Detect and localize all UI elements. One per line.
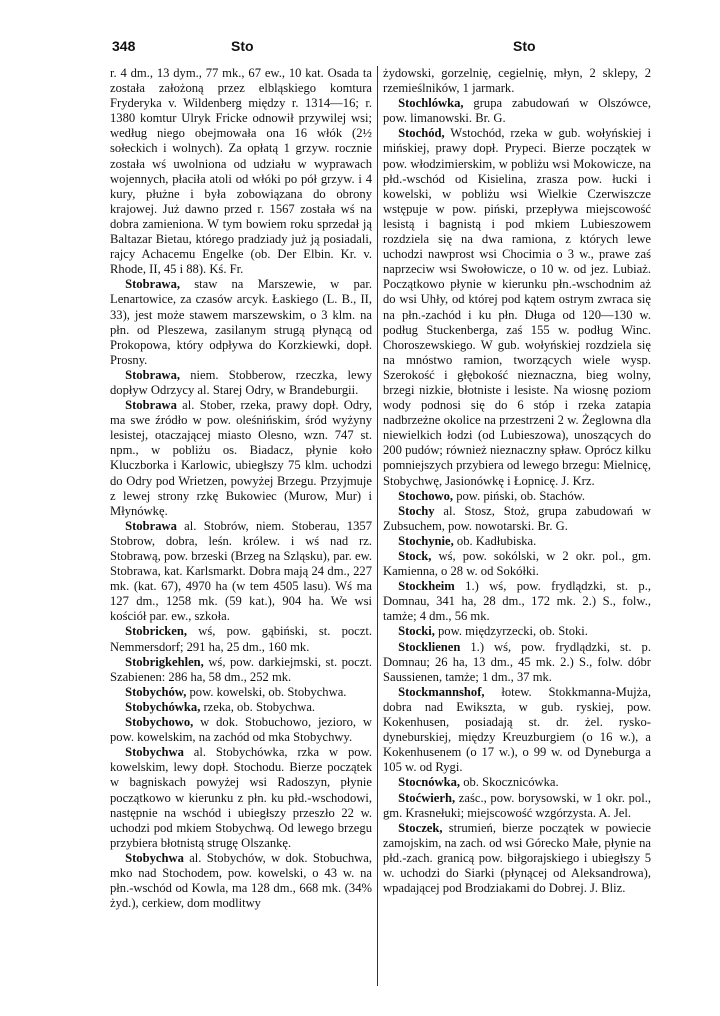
entry-text: rzeka, ob. Stobychwa.	[200, 699, 316, 714]
entry-headword: Stobrigkehlen,	[125, 654, 204, 669]
entry-text: wś, pow. gąbiński, st. poczt. Nemmersdorf; 291 ha, 25 dm., 160 mk.	[110, 624, 372, 654]
entry-headword: Stochlówka,	[398, 96, 464, 111]
running-head-right: Sto	[513, 38, 536, 54]
dictionary-entry	[383, 504, 651, 534]
entry-headword: Stockmannshof,	[398, 684, 485, 699]
right-column	[383, 66, 651, 896]
dictionary-entry	[383, 549, 651, 579]
entry-text: żydowski, gorzelnię, cegielnię, młyn, 2 sklepy, 2 rzemieślników, 1 jarmark.	[383, 66, 651, 96]
dictionary-entry	[383, 579, 651, 624]
dictionary-entry	[383, 489, 651, 504]
left-column	[110, 66, 372, 911]
entry-text: 1.) wś, pow. frydlądzki, st. p., Domnau, 341 ha, 28 dm., 172 mk. 2.) S., folw., tamże; 4 dm., 56 mk.	[383, 579, 651, 624]
entry-text: r. 4 dm., 13 dym., 77 mk., 67 ew., 10 kat. Osada ta została założoną przez elbląskiego komtura Fryderyka v. Wildenberg między r. 1314—16; r. 1380 komtur Ulryk Fricke odnowił przywilej wsi; według niego obejmowała ona 16 włók (2½ sołeckich i wolnych). Za opłatą 1 grzyw. rocznie została wś uwolniona od udziału w wyprawach wojennych, płaciła atoli od włóki po pół grzyw. i 4 kury, płużne i była zobowiązana do obrony krajowej. Już dawno przed r. 1567 została wś na dobra zamieniona. W tym bowiem roku sprzedał ją Baltazar Bietau, którego pradziady już ją posiadali, rajcy Achacemu Engelke (ob. Der Elbin. Kr. v. Rhode, II, 45 i 88). Kś. Fr.	[110, 66, 372, 277]
dictionary-entry	[110, 655, 372, 685]
dictionary-entry	[110, 715, 372, 745]
entry-text: zaśc., pow. borysowski, w 1 okr. pol., gm. Krasnełuki; miejscowość wzgórzysta. A. Jel.	[383, 790, 651, 820]
dictionary-entry	[110, 368, 372, 398]
entry-headword: Stobychwa	[125, 850, 184, 865]
entry-text: łotew. Stokkmanna-Mujża, dobra nad Ewikszta, w gub. ryskiej, pow. Kokenhusen, posiadają st. dr. żel. rysko-dyneburskiej, między Kreuzburgiem (o 16 w.), a Kokenhusenem (o 17 w.), o 99 w. od Dyneburga a 105 w. od Rygi.	[383, 684, 651, 775]
dictionary-entry	[383, 685, 651, 776]
column-divider	[377, 66, 378, 986]
entry-text: ob. Kadłubiska.	[453, 533, 537, 548]
entry-headword: Stochy	[398, 503, 435, 518]
entry-text: niem. Stobberow, rzeczka, lewy dopływ Odrzycy al. Starej Odry, w Brandeburgii.	[110, 367, 372, 397]
entry-headword: Stoczek,	[398, 820, 443, 835]
dictionary-entry	[383, 791, 651, 821]
dictionary-entry	[110, 277, 372, 368]
entry-text: al. Stobrów, niem. Stoberau, 1357 Stobrow, dobra, leśn. królew. i wś nad rz. Stobrawą, pow. brzeski (Brzeg na Szląsku), par. ew. Stobrawa, kat. Karlsmarkt. Dobra mają 24 dm., 227 mk. (kat. 67), 4970 ha (w tem 4505 lasu). Wś ma 127 dm., 1258 mk. (59 kat.), 904 ha. We wsi kościół par. ew., szkoła.	[110, 518, 372, 624]
dictionary-entry	[383, 96, 651, 126]
dictionary-entry	[383, 126, 651, 488]
entry-text: pow. kowelski, ob. Stobychwa.	[186, 684, 347, 699]
page-number: 348	[112, 38, 136, 54]
entry-headword: Stockheim	[398, 579, 455, 594]
entry-text: al. Stober, rzeka, prawy dopł. Odry, ma swe źródło w pow. oleśnińskim, śród wyżyny lesistej, otaczającej miasto Olesno, wzn. 747 st. npm., w pobliżu os. Biadacz, płynie koło Kluczborka i Karlowic, ubiegłszy 75 klm. uchodzi do Odry pod Wrietzen, powyżej Brzegu. Przyjmuje z lewej strony rzkę Bukowiec (Murow, Mur) i Młynówkę.	[110, 398, 372, 518]
entry-text: strumień, bierze początek w powiecie zamojskim, na zach. od wsi Górecko Małe, płynie na płd.-zach. granicą pow. biłgorajskiego i ubiegłszy 5 w. uchodzi do Siarki (płynącej od Aleksandrowa), wpadającej pod Brodziakami do Dobrej. J. Bliz.	[383, 820, 651, 896]
entry-text: wś, pow. darkiejmski, st. poczt. Szabienen: 286 ha, 58 dm., 252 mk.	[110, 654, 372, 684]
entry-headword: Stobrawa,	[125, 277, 181, 292]
entry-headword: Stobricken,	[125, 624, 188, 639]
entry-headword: Stocnówka,	[398, 775, 461, 790]
entry-text: pow. piński, ob. Stachów.	[453, 488, 586, 503]
entry-text: al. Stobychów, w dok. Stobuchwa, mko nad Stochodem, pow. kowelski, o 43 w. na płn.-wschód od Kowla, ma 128 dm., 668 mk. (34% żyd.), cerkiew, dom modlitwy	[110, 850, 372, 911]
entry-headword: Stoćwierh,	[398, 790, 456, 805]
entry-headword: Stocki,	[398, 624, 435, 639]
running-head-left: Sto	[231, 38, 254, 54]
dictionary-entry	[383, 534, 651, 549]
entry-headword: Stochód,	[398, 126, 445, 141]
entry-text: al. Stobychówka, rzka w pow. kowelskim, lewy dopł. Stochodu. Bierze początek w bagniskach powyżej wsi Radoszyn, płynie początkowo w kierunku z płn. ku płd.-wschodowi, następnie na wschód i ubiegłszy przeszło 22 w. uchodzi pod mkiem Stobychwą. Od lewego brzegu przybiera błotnistą strugę Olszankę.	[110, 745, 372, 850]
entry-text: w dok. Stobuchowo, jezioro, w pow. kowelskim, na zachód od mka Stobychwy.	[110, 715, 372, 745]
entry-text: wś, pow. sokólski, w 2 okr. pol., gm. Kamienna, o 28 w. od Sokółki.	[383, 549, 651, 579]
entry-headword: Stochowo,	[398, 488, 454, 503]
dictionary-entry	[110, 519, 372, 625]
entry-text: Wstochód, rzeka w gub. wołyńskiej i mińskiej, prawy dopł. Prypeci. Bierze początek w pow. włodzimierskim, w pobliżu wsi Mokowicze, na płd.-wschód od Kisielina, zrasza pow. łucki i kowelski, w pobliżu wsi Wielkie Czerwiszcze wstępuje w pow. piński, przepływa miejscowość lesistą i bagnistą i pod mkiem Lubieszowem rozdziela się na dwa ramiona, z których lewe uchodzi nawprost wsi Chocimia o 3 w., prawe zaś naprzeciw wsi Swołowicze, o 10 w. od jez. Lubiaż. Początkowo płynie w kierunku płn.-wschodnim aż do wsi Uhły, od której pod kątem ostrym zwraca się na płn.-zachód i ku płn. Długa od 120—130 w. podług Stuckenberga, zaś 155 w. podług Winc. Choroszewskiego. W gub. wołyńskiej rozdziela się na mnóstwo ramion, tworzących wiele wysp. Szerokość i głębokość nieznaczna, bieg wolny, brzegi nizkie, błotniste i lesiste. Na wiosnę poziom wody podnosi się do 6 stóp i rzeka zatapia nadbrzeżne okolice na przestrzeni 2 w. Żeglowna dla niewielkich łodzi (od Lubieszowa), unoszących do 200 pudów; również nieznaczny spław. Oprócz kilku pomniejszych przybiera od lewego brzegu: Mielnicę, Stobychwę, Jasionówkę i Łopnicę. J. Krz.	[383, 126, 651, 488]
dictionary-entry	[110, 745, 372, 851]
dictionary-entry	[110, 624, 372, 654]
entry-headword: Stobychwa	[125, 745, 184, 760]
dictionary-entry	[110, 700, 372, 715]
entry-text: staw na Marszewie, w par. Lenartowice, za czasów arcyk. Łaskiego (L. B., II, 33), jest może stawem marszewskim, o 3 klm. na płn. od Pleszewa, zasilanym strugą płynącą od Prokopowa, który odpływa do Korzkiewki, dopł. Prosny.	[110, 277, 372, 367]
entry-headword: Stobychów,	[125, 684, 187, 699]
entry-headword: Stocklienen	[398, 639, 461, 654]
dictionary-entry	[383, 775, 651, 790]
entry-headword: Stochynie,	[398, 533, 454, 548]
dictionary-entry	[383, 624, 651, 639]
entry-headword: Stobychowo,	[125, 715, 194, 730]
dictionary-entry	[383, 821, 651, 896]
dictionary-entry	[383, 66, 651, 96]
page-header	[0, 38, 720, 62]
entry-headword: Stobrawa	[125, 518, 177, 533]
entry-text: 1.) wś, pow. frydlądzki, st. p. Domnau; 26 ha, 13 dm., 45 mk. 2.) S., folw. dóbr Saussienen, tamże; 1 dm., 37 mk.	[383, 639, 651, 684]
entry-text: pow. międzyrzecki, ob. Stoki.	[434, 624, 588, 639]
dictionary-entry	[110, 398, 372, 519]
entry-headword: Stock,	[398, 549, 432, 563]
dictionary-entry	[110, 66, 372, 277]
entry-headword: Stobrawa	[125, 398, 177, 413]
entry-text: ob. Skocznicówka.	[460, 775, 559, 790]
dictionary-entry	[383, 640, 651, 685]
entry-headword: Stobrawa,	[125, 367, 181, 382]
dictionary-entry	[110, 685, 372, 700]
dictionary-entry	[110, 851, 372, 911]
entry-headword: Stobychówka,	[125, 699, 201, 714]
entry-text: al. Stosz, Stoż, grupa zabudowań w Zubsuchem, pow. nowotarski. Br. G.	[383, 503, 651, 533]
entry-text: grupa zabudowań w Olszówce, pow. limanowski. Br. G.	[383, 96, 651, 126]
